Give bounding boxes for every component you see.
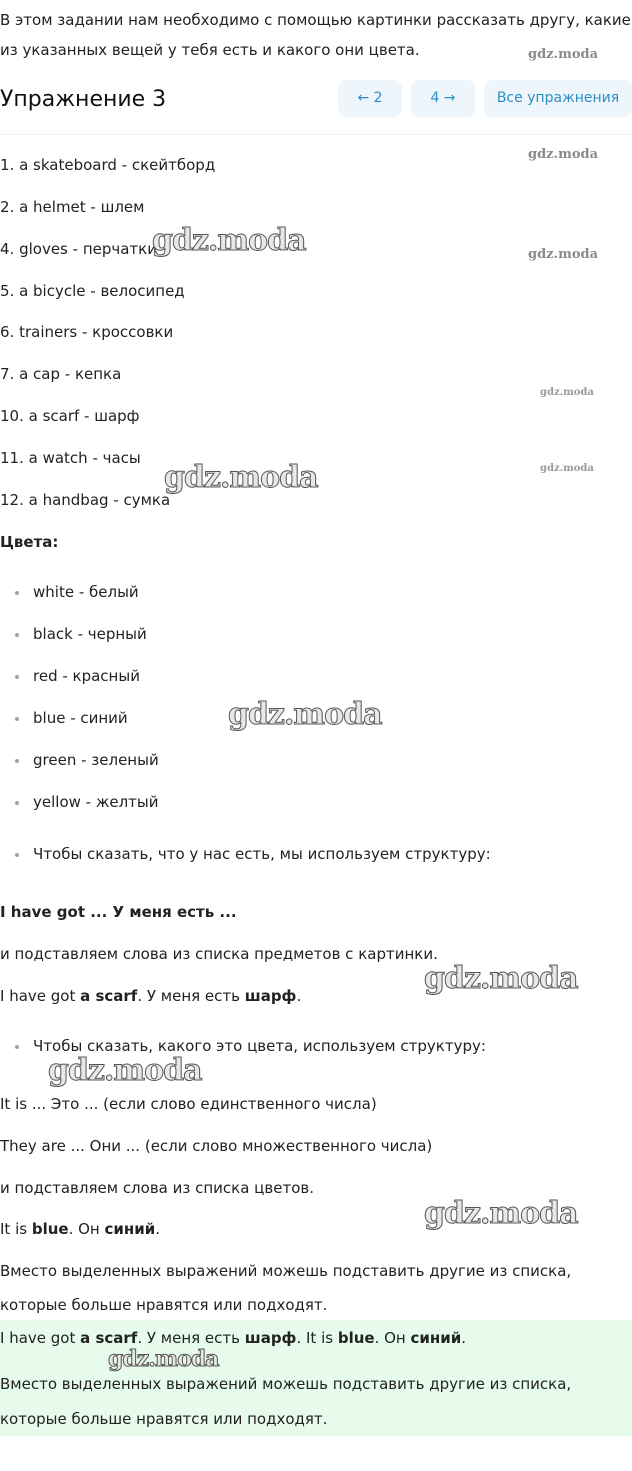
example-highlight: blue [31, 1220, 69, 1238]
color-item: white - белый [33, 583, 139, 601]
watermark: gdz.moda [228, 697, 382, 732]
bullet-dot [15, 801, 19, 805]
intro-line-2: из указанных вещей у тебя есть и какого они цвета. [0, 41, 420, 59]
answer-text: . [461, 1329, 467, 1347]
bullet-dot [15, 853, 19, 857]
answer-highlight: шарф [244, 1329, 297, 1347]
example-text: It is [0, 1220, 32, 1238]
watermark: gdz.moda [528, 147, 599, 162]
structure-singular: It is ... Это ... (если слово единственного числа) [0, 1095, 377, 1113]
list-item: 2. a helmet - шлем [0, 198, 145, 216]
bullet-dot [15, 717, 19, 721]
bullet-dot [15, 1045, 19, 1049]
bullet-dot [15, 759, 19, 763]
watermark: gdz.moda [528, 47, 599, 62]
color-item: blue - синий [33, 709, 128, 727]
structure-pattern: I have got ... У меня есть ... [0, 903, 237, 921]
replace-note: Вместо выделенных выражений можешь подставить другие из списка, [0, 1262, 572, 1280]
structure-bullet: Чтобы сказать, какого это цвета, используем структуру: [33, 1037, 486, 1055]
example-highlight: a scarf [80, 987, 138, 1005]
next-exercise-button[interactable]: 4 → [411, 80, 475, 117]
bullet-dot [15, 675, 19, 679]
prev-exercise-button[interactable]: ← 2 [338, 80, 402, 117]
answer-text: I have got [0, 1329, 81, 1347]
answer-note: которые больше нравятся или подходят. [0, 1410, 328, 1428]
watermark: gdz.moda [540, 387, 594, 398]
structure-note: и подставляем слова из списка цветов. [0, 1179, 314, 1197]
all-exercises-button[interactable]: Все упражнения [484, 80, 632, 117]
color-item: yellow - желтый [33, 793, 159, 811]
answer-highlight: синий [410, 1329, 462, 1347]
example-highlight: синий [104, 1220, 156, 1238]
watermark: gdz.moda [528, 247, 599, 262]
cut-off-text [0, 129, 140, 133]
watermark: gdz.moda [48, 1053, 202, 1088]
answer-highlight: a scarf [80, 1329, 138, 1347]
watermark: gdz.moda [108, 1346, 219, 1372]
watermark: gdz.moda [424, 1196, 578, 1231]
structure-example [0, 986, 301, 1006]
answer-text: . Он [374, 1329, 411, 1347]
answer-text: . It is [296, 1329, 338, 1347]
list-item: 12. a handbag - сумка [0, 491, 171, 509]
list-item: 11. a watch - часы [0, 449, 141, 467]
example-text: . У меня есть [137, 987, 245, 1005]
color-item: black - черный [33, 625, 147, 643]
color-item: green - зеленый [33, 751, 159, 769]
bullet-dot [15, 591, 19, 595]
structure-plural: They are ... Они ... (если слово множественного числа) [0, 1137, 433, 1155]
answer-highlight: blue [337, 1329, 375, 1347]
colors-heading: Цвета: [0, 533, 59, 551]
example-highlight: шарф [244, 987, 297, 1005]
example-text: I have got [0, 987, 81, 1005]
list-item: 10. a scarf - шарф [0, 407, 140, 425]
color-item: red - красный [33, 667, 140, 685]
list-item: 5. a bicycle - велосипед [0, 282, 185, 300]
answer-line [0, 1328, 466, 1348]
watermark: gdz.moda [152, 223, 306, 258]
watermark: gdz.moda [540, 463, 594, 474]
page-title: Упражнение 3 [0, 87, 167, 112]
watermark: gdz.moda [164, 460, 318, 495]
structure-example [0, 1219, 160, 1239]
structure-note: и подставляем слова из списка предметов с картинки. [0, 945, 438, 963]
bullet-dot [15, 633, 19, 637]
list-item: 1. a skateboard - скейтборд [0, 156, 216, 174]
answer-text: . У меня есть [137, 1329, 245, 1347]
structure-bullet: Чтобы сказать, что у нас есть, мы используем структуру: [33, 845, 491, 863]
list-item: 7. a cap - кепка [0, 365, 122, 383]
replace-note: которые больше нравятся или подходят. [0, 1296, 328, 1314]
example-text: . Он [68, 1220, 105, 1238]
watermark: gdz.moda [424, 961, 578, 996]
example-text: . [155, 1220, 161, 1238]
example-text: . [296, 987, 302, 1005]
list-item: 6. trainers - кроссовки [0, 323, 174, 341]
list-item: 4. gloves - перчатки [0, 240, 157, 258]
answer-note: Вместо выделенных выражений можешь подставить другие из списка, [0, 1375, 572, 1393]
intro-line-1: В этом задании нам необходимо с помощью картинки рассказать другу, какие [0, 11, 631, 29]
